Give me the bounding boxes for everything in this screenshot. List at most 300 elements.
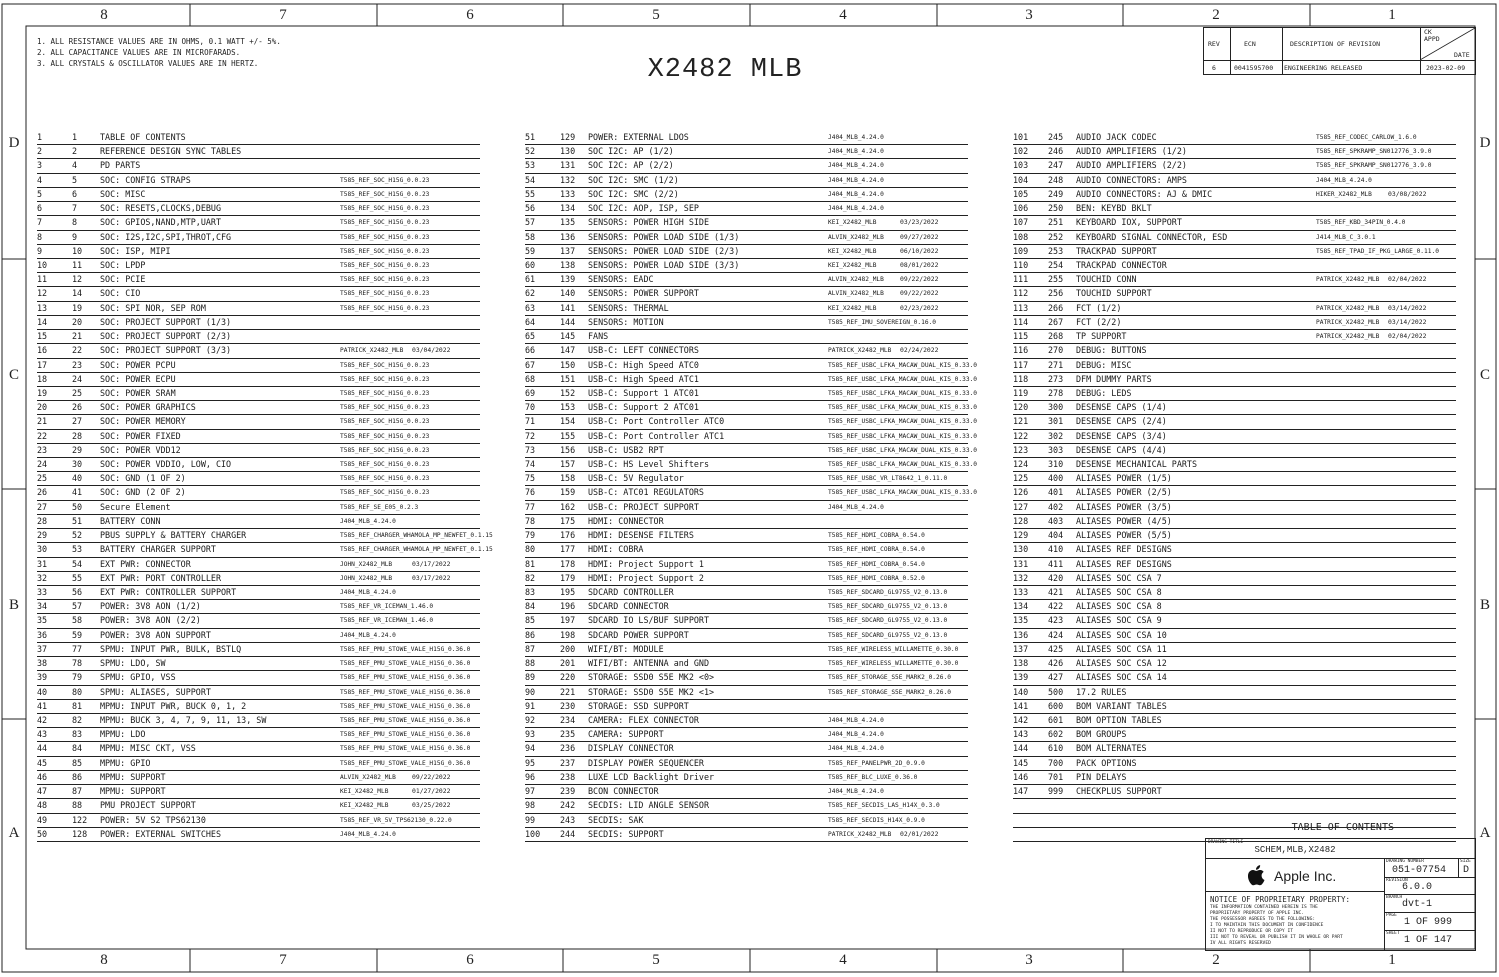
toc-index: 82 [525, 572, 536, 583]
toc-row [1013, 174, 1456, 188]
toc-sync-date: 02/01/2022 [900, 829, 939, 838]
toc-description: ALIASES REF DESIGNS [1076, 558, 1172, 569]
toc-sync-ref: ALVIN_X2482_MLB [828, 290, 884, 298]
toc-sync-ref: T585_REF_KBD_34PIN_0.4.0 [1316, 219, 1406, 227]
toc-page: 145 [560, 331, 576, 342]
toc-index: 59 [525, 245, 536, 256]
toc-page: 230 [560, 700, 576, 711]
toc-index: 86 [525, 629, 536, 640]
toc-page: 141 [560, 302, 576, 313]
toc-row [525, 159, 968, 173]
toc-row [37, 828, 480, 842]
toc-row [1013, 643, 1456, 657]
toc-page: 140 [560, 288, 576, 299]
toc-row [37, 216, 480, 230]
toc-index: 58 [525, 231, 536, 242]
toc-page: 254 [1048, 259, 1064, 270]
toc-sync-ref: ALVIN_X2482_MLB [340, 773, 396, 781]
toc-sync-ref: T585_REF_SOC_H15G_0.0.23 [340, 361, 430, 369]
toc-row [1013, 529, 1456, 543]
toc-row [1013, 586, 1456, 600]
toc-row [1013, 458, 1456, 472]
toc-sync-ref: T585_REF_WIRELESS_WILLAMETTE_0.30.0 [828, 660, 959, 668]
toc-index: 138 [1013, 658, 1029, 669]
zone-label-left: D [8, 135, 20, 151]
note-line: 2. ALL CAPACITANCE VALUES ARE IN MICROFARADS. [37, 48, 241, 57]
toc-description: SOC: PROJECT SUPPORT (3/3) [100, 345, 232, 356]
toc-index: 38 [37, 658, 48, 669]
toc-index: 57 [525, 217, 536, 228]
toc-sync-ref: T585_REF_HDMI_COBRA_0.54.0 [828, 560, 925, 568]
toc-description: USB-C: High Speed ATC0 [588, 359, 699, 370]
toc-description: DEBUG: BUTTONS [1076, 345, 1147, 356]
toc-sync-ref: T585_REF_SOC_H15G_0.0.23 [340, 176, 430, 184]
toc-page: 235 [560, 729, 576, 740]
toc-page: 256 [1048, 288, 1064, 299]
toc-description: WIFI/BT: ANTENNA and GND [588, 658, 710, 669]
toc-page: 411 [1048, 558, 1064, 569]
toc-description: SPMU: ALIASES, SUPPORT [100, 686, 211, 697]
toc-row [37, 145, 480, 159]
toc-sync-ref: J414_MLB_C_3.0.1 [1316, 233, 1376, 241]
toc-page: 401 [1048, 487, 1064, 498]
toc-page: 84 [72, 743, 83, 754]
toc-page: 162 [560, 501, 576, 512]
toc-sync-date: 02/24/2022 [900, 346, 939, 355]
revision-block [1203, 27, 1476, 75]
toc-index: 56 [525, 203, 536, 214]
toc-index: 99 [525, 814, 536, 825]
toc-index: 142 [1013, 714, 1029, 725]
toc-description: KEYBOARD IOX, SUPPORT [1076, 217, 1182, 228]
toc-page: 175 [560, 515, 576, 526]
toc-page: 129 [560, 132, 576, 142]
toc-description: MPMU: LDO [100, 729, 146, 740]
drawing-title-label: DRAWING TITLE [1208, 840, 1244, 845]
toc-page: 248 [1048, 174, 1064, 185]
toc-page: 86 [72, 771, 83, 782]
toc-page: 178 [560, 558, 576, 569]
toc-page: 249 [1048, 188, 1064, 199]
toc-page: 19 [72, 302, 83, 313]
toc-index: 41 [37, 700, 48, 711]
toc-index: 62 [525, 288, 536, 299]
toc-row [37, 131, 480, 145]
toc-sync-ref: T585_REF_SOC_H15G_0.0.23 [340, 276, 430, 284]
toc-page: 601 [1048, 714, 1064, 725]
toc-row [525, 216, 968, 230]
toc-sync-ref: T585_REF_USBC_LFKA_MACAW_DUAL_KIS_0.33.0 [828, 446, 978, 454]
toc-sync-date: 02/04/2022 [1388, 332, 1427, 341]
toc-index: 15 [37, 331, 48, 342]
toc-row [525, 714, 968, 728]
toc-index: 51 [525, 132, 536, 142]
toc-description: HDMI: DESENSE FILTERS [588, 530, 694, 541]
toc-index: 114 [1013, 316, 1029, 327]
toc-description: POWER: 3V8 AON (2/2) [100, 615, 201, 626]
toc-index: 98 [525, 800, 536, 811]
toc-page: 138 [560, 259, 576, 270]
toc-row [1013, 444, 1456, 458]
toc-page: 81 [72, 700, 83, 711]
toc-description: ALIASES POWER (4/5) [1076, 515, 1172, 526]
toc-row [37, 174, 480, 188]
toc-row [37, 401, 480, 415]
toc-row [37, 344, 480, 358]
toc-row [525, 501, 968, 515]
toc-sync-date: 03/14/2022 [1388, 317, 1427, 326]
toc-description: SENSORS: POWER SUPPORT [588, 288, 699, 299]
toc-index: 54 [525, 174, 536, 185]
toc-description: LUXE LCD Backlight Driver [588, 771, 715, 782]
toc-page: 195 [560, 587, 576, 597]
toc-sync-ref: T585_REF_STORAGE_S5E_MARK2_0.26.0 [828, 688, 951, 696]
toc-page: 600 [1048, 700, 1064, 711]
ecn-header: ECN [1244, 40, 1256, 48]
toc-description: ALIASES POWER (3/5) [1076, 501, 1172, 512]
zone-label-top: 5 [652, 7, 660, 23]
toc-description: SOC I2C: SMC (2/2) [588, 188, 679, 199]
toc-description: AUDIO CONNECTORS: AJ & DMIC [1076, 188, 1213, 199]
toc-index: 141 [1013, 700, 1029, 711]
toc-index: 134 [1013, 601, 1029, 612]
toc-column-1 [37, 131, 493, 842]
toc-page: 52 [72, 530, 83, 541]
toc-index: 34 [37, 601, 48, 612]
toc-page: 29 [72, 444, 83, 455]
toc-row [525, 302, 968, 316]
sheet-label: SHEET [1386, 931, 1400, 936]
toc-page: 221 [560, 686, 576, 697]
toc-sync-ref: KEI_X2482_MLB [340, 788, 389, 796]
toc-row [525, 486, 978, 500]
toc-index: 118 [1013, 373, 1029, 384]
toc-description: REFERENCE DESIGN SYNC TABLES [100, 146, 242, 157]
toc-row [525, 430, 978, 444]
toc-index: 112 [1013, 288, 1029, 299]
toc-sync-ref: JOHN_X2482_MLB [340, 574, 393, 582]
toc-index: 80 [525, 544, 536, 555]
toc-row [525, 742, 968, 756]
toc-sync-ref: T585_REF_BLC_LUXE_0.36.0 [828, 773, 918, 781]
zone-label-bottom: 5 [652, 952, 660, 968]
toc-index: 63 [525, 302, 536, 313]
toc-row [37, 472, 480, 486]
toc-page: 14 [72, 288, 83, 299]
toc-sync-ref: T585_REF_PMU_STOWE_VALE_H15G_0.36.0 [340, 731, 471, 739]
toc-description: ALIASES SOC CSA 7 [1076, 572, 1162, 583]
toc-sync-ref: J404_MLB_4.24.0 [1316, 176, 1372, 184]
toc-index: 70 [525, 402, 536, 413]
toc-index: 140 [1013, 686, 1029, 697]
toc-description: STORAGE: SSD0 S5E MK2 <1> [588, 686, 715, 697]
toc-description: WIFI/BT: MODULE [588, 643, 664, 654]
toc-description: SOC: GPIOS,NAND,MTP,UART [100, 217, 222, 228]
toc-row [1013, 216, 1456, 230]
toc-description: ALIASES SOC CSA 10 [1076, 629, 1167, 640]
toc-page: 426 [1048, 658, 1064, 669]
toc-index: 44 [37, 743, 48, 754]
toc-row [37, 231, 480, 245]
toc-page: 88 [72, 800, 83, 811]
toc-index: 91 [525, 700, 536, 711]
toc-description: SENSORS: THERMAL [588, 302, 669, 313]
toc-description: SOC: ISP, MIPI [100, 245, 171, 256]
toc-page: 252 [1048, 231, 1064, 242]
toc-page: 424 [1048, 629, 1064, 640]
toc-description: AUDIO AMPLIFIERS (1/2) [1076, 146, 1187, 157]
toc-description: SOC: CONFIG STRAPS [100, 174, 191, 185]
toc-sync-ref: PATRICK_X2482_MLB [1316, 333, 1380, 341]
toc-description: Secure Element [100, 501, 171, 512]
toc-index: 92 [525, 714, 536, 725]
toc-index: 10 [37, 259, 48, 270]
toc-index: 36 [37, 629, 48, 640]
toc-page: 54 [72, 558, 83, 569]
toc-index: 81 [525, 558, 536, 569]
toc-page: 159 [560, 487, 576, 498]
toc-description: CAMERA: FLEX CONNECTOR [588, 714, 699, 725]
toc-description: DESENSE CAPS (4/4) [1076, 444, 1167, 455]
notice-title: NOTICE OF PROPRIETARY PROPERTY: [1210, 895, 1350, 904]
toc-page: 427 [1048, 672, 1064, 683]
toc-sync-date: 09/27/2022 [900, 232, 939, 241]
toc-index: 29 [37, 530, 48, 541]
toc-sync-ref: T585_REF_SPKRAMP_SN012776_3.9.0 [1316, 148, 1432, 156]
toc-row [525, 728, 968, 742]
toc-row [37, 202, 480, 216]
toc-page: 220 [560, 672, 576, 683]
toc-sync-ref: T585_REF_SOC_H15G_0.0.23 [340, 247, 430, 255]
toc-sync-ref: T585_REF_SOC_H15G_0.0.23 [340, 461, 430, 469]
toc-sync-ref: T585_REF_SOC_H15G_0.0.23 [340, 304, 430, 312]
toc-sync-ref: T585_REF_USBC_LFKA_MACAW_DUAL_KIS_0.33.0 [828, 375, 978, 383]
zone-label-right: D [1479, 135, 1491, 151]
toc-index: 110 [1013, 259, 1029, 270]
toc-sync-ref: T585_REF_USBC_LFKA_MACAW_DUAL_KIS_0.33.0 [828, 361, 978, 369]
notice-text: THE INFORMATION CONTAINED HEREIN IS THE PROPRIETARY PROPERTY OF APPLE INC. THE POSSESSOR AGREES TO THE FOLLOWING: I TO MAINTAIN THIS DOCUMENT IN CONFIDENCE II NOT TO REPRODUCE OR COPY IT III NOT TO REVEAL OR PUBLISH IT IN WHOLE OR PART IV ALL RIGHTS RESERVED [1210, 905, 1343, 946]
toc-page: 139 [560, 274, 576, 285]
toc-page: 238 [560, 771, 576, 782]
toc-index: 84 [525, 601, 536, 612]
toc-sync-ref: JOHN_X2482_MLB [340, 560, 393, 568]
toc-index: 105 [1013, 188, 1029, 199]
toc-page: 57 [72, 601, 83, 612]
toc-row [525, 629, 968, 643]
toc-index: 122 [1013, 430, 1029, 441]
zone-label-bottom: 8 [100, 952, 108, 968]
toc-page: 147 [560, 345, 576, 356]
zone-label-bottom: 4 [839, 952, 847, 968]
toc-page: 11 [72, 259, 83, 270]
toc-page: 236 [560, 743, 576, 754]
toc-description: BOM GROUPS [1076, 729, 1127, 740]
toc-page: 87 [72, 786, 83, 797]
toc-row [1013, 686, 1456, 700]
toc-row [1013, 273, 1456, 287]
toc-row [37, 159, 480, 173]
toc-page: 4 [72, 160, 78, 171]
toc-description: SPMU: INPUT PWR, BULK, BSTLQ [100, 643, 242, 654]
toc-description: SDCARD CONTROLLER [588, 587, 674, 597]
toc-description: SOC: PROJECT SUPPORT (1/3) [100, 316, 232, 327]
toc-page: 28 [72, 430, 83, 441]
toc-page: 247 [1048, 160, 1064, 171]
size-label: SIZE [1460, 859, 1471, 864]
zone-label-bottom: 3 [1025, 952, 1033, 968]
toc-sync-ref: T585_REF_SDCARD_GL9755_V2_0.13.0 [828, 589, 948, 596]
zone-label-right: C [1479, 367, 1490, 383]
toc-description: CAMERA: SUPPORT [588, 729, 664, 740]
toc-page: 420 [1048, 572, 1064, 583]
toc-description: EXT PWR: PORT CONTROLLER [100, 572, 222, 583]
toc-page: 122 [72, 814, 88, 825]
toc-description: SOC: LPDP [100, 259, 146, 270]
toc-description: 17.2 RULES [1076, 686, 1127, 697]
toc-description: PACK OPTIONS [1076, 757, 1137, 768]
toc-row [525, 785, 968, 799]
zone-label-top: 6 [466, 7, 474, 23]
toc-description: AUDIO AMPLIFIERS (2/2) [1076, 160, 1187, 171]
toc-index: 47 [37, 786, 48, 797]
toc-index: 143 [1013, 729, 1029, 740]
toc-index: 30 [37, 544, 48, 555]
toc-page: 268 [1048, 331, 1064, 342]
page-title: X2482 MLB [647, 55, 803, 85]
toc-index: 147 [1013, 786, 1029, 797]
toc-description: MPMU: SUPPORT [100, 786, 166, 797]
toc-page: 137 [560, 245, 576, 256]
toc-sync-ref: T585_REF_VR_ICEMAN_1.46.0 [340, 603, 434, 611]
toc-row [1013, 728, 1456, 742]
toc-row [525, 458, 978, 472]
toc-index: 35 [37, 615, 48, 626]
toc-description: ALIASES POWER (1/5) [1076, 473, 1172, 484]
toc-description: ALIASES REF DESIGNS [1076, 544, 1172, 555]
toc-index: 88 [525, 658, 536, 669]
toc-description: ALIASES SOC CSA 14 [1076, 672, 1167, 683]
toc-page: 201 [560, 658, 576, 669]
toc-page: 266 [1048, 302, 1064, 313]
toc-description: USB-C: Port Controller ATC1 [588, 430, 725, 441]
toc-index: 6 [37, 203, 43, 214]
toc-description: BATTERY CHARGER SUPPORT [100, 544, 216, 555]
toc-sync-ref: J404_MLB_4.24.0 [828, 788, 884, 796]
toc-row [525, 387, 978, 401]
toc-page: 237 [560, 757, 576, 768]
toc-row [1013, 614, 1456, 628]
toc-row [37, 415, 480, 429]
toc-sync-ref: T585_REF_PANELPWR_2D_0.9.0 [828, 759, 925, 767]
toc-sync-ref: KEI_X2482_MLB [828, 247, 877, 255]
toc-description: DESENSE CAPS (2/4) [1076, 416, 1167, 427]
toc-index: 100 [525, 828, 541, 839]
toc-index: 67 [525, 359, 536, 370]
toc-sync-ref: PATRICK_X2482_MLB [1316, 276, 1380, 284]
toc-sync-ref: T585_REF_CODEC_CARLOW_1.6.0 [1316, 134, 1417, 141]
toc-sync-ref: T585_REF_SOC_H15G_0.0.23 [340, 219, 430, 227]
toc-sync-date: 03/17/2022 [412, 559, 451, 568]
toc-description: SENSORS: MOTION [588, 316, 664, 327]
toc-index: 76 [525, 487, 536, 498]
toc-description: TABLE OF CONTENTS [100, 132, 186, 142]
toc-row [37, 671, 480, 685]
toc-description: SOC: POWER GRAPHICS [100, 402, 196, 413]
toc-index: 124 [1013, 459, 1029, 470]
toc-sync-ref: T585_REF_PMU_STOWE_VALE_H15G_0.36.0 [340, 674, 471, 682]
toc-index: 94 [525, 743, 536, 754]
toc-row [525, 558, 968, 572]
sheet-value: 1 OF 147 [1404, 935, 1453, 946]
toc-description: SOC: SPI NOR, SEP ROM [100, 302, 206, 313]
toc-description: ALIASES SOC CSA 8 [1076, 587, 1162, 597]
toc-column-3 [1013, 131, 1456, 842]
toc-index: 135 [1013, 615, 1029, 626]
toc-page: 246 [1048, 146, 1064, 157]
toc-row [37, 188, 480, 202]
toc-description: SENSORS: POWER LOAD SIDE (1/3) [588, 231, 740, 242]
toc-sync-date: 03/04/2022 [412, 346, 451, 355]
toc-row [37, 444, 480, 458]
toc-row [37, 600, 480, 614]
toc-description: ALIASES POWER (5/5) [1076, 530, 1172, 541]
toc-row [525, 202, 968, 216]
toc-sync-ref: T585_REF_SOC_H15G_0.0.23 [340, 489, 430, 497]
toc-description: STORAGE: SSD SUPPORT [588, 700, 689, 711]
toc-page: 22 [72, 345, 83, 356]
toc-index: 73 [525, 444, 536, 455]
toc-index: 77 [525, 501, 536, 512]
toc-sync-date: 09/22/2022 [412, 772, 451, 781]
toc-description: SENSORS: POWER HIGH SIDE [588, 217, 710, 228]
toc-row [37, 700, 480, 714]
toc-page: 1 [72, 132, 78, 142]
toc-page: 310 [1048, 459, 1064, 470]
toc-index: 3 [37, 160, 43, 171]
toc-description: MPMU: MISC CKT, VSS [100, 743, 196, 754]
toc-row [37, 543, 493, 557]
toc-sync-ref: T585_REF_PMU_STOWE_VALE_H15G_0.36.0 [340, 645, 471, 653]
toc-page: 10 [72, 245, 83, 256]
toc-page: 132 [560, 174, 576, 185]
toc-row [37, 501, 480, 515]
toc-description: EXT PWR: CONNECTOR [100, 558, 191, 569]
toc-page: 244 [560, 828, 576, 839]
toc-sync-ref: T585_REF_SOC_H15G_0.0.23 [340, 404, 430, 412]
toc-description: SOC: RESETS,CLOCKS,DEBUG [100, 203, 222, 214]
drawing-number: 051-07754 [1392, 865, 1447, 876]
toc-page: 243 [560, 814, 576, 825]
toc-description: PD PARTS [100, 160, 141, 171]
toc-index: 119 [1013, 387, 1029, 398]
toc-page: 155 [560, 430, 576, 441]
toc-page: 151 [560, 373, 576, 384]
toc-sync-ref: T585_REF_SE_E05_0.2.3 [340, 503, 419, 511]
toc-column-2 [525, 131, 978, 842]
toc-row [1013, 231, 1456, 245]
toc-row [37, 287, 480, 301]
toc-page: 40 [72, 473, 83, 484]
apple-logo-icon [1248, 864, 1268, 886]
toc-sync-ref: T585_REF_PMU_STOWE_VALE_H15G_0.36.0 [340, 745, 471, 753]
zone-label-left: A [8, 825, 20, 841]
toc-description: SENSORS: POWER LOAD SIDE (2/3) [588, 245, 740, 256]
toc-page: 133 [560, 188, 576, 199]
toc-page: 50 [72, 501, 83, 512]
toc-description: SOC: PCIE [100, 274, 146, 285]
toc-sync-ref: T585_REF_VR_5V_TPS62130_0.22.0 [340, 816, 452, 824]
toc-index: 14 [37, 316, 48, 327]
